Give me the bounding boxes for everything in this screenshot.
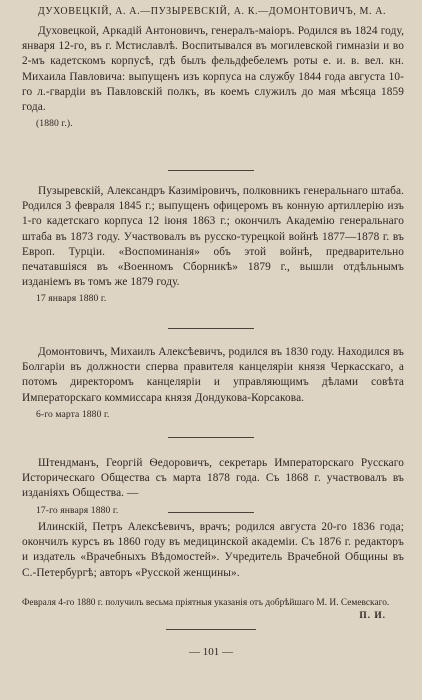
separator-rule	[168, 328, 254, 329]
separator-rule	[168, 512, 254, 513]
entry-text: Илинскій, Петръ Алексѣевичъ, врачъ; родился августа 20-го 1836 года; окончилъ курсъ въ 1860 году въ медицинской академіи. Съ 1876 г. редакторъ и издатель «Врачебныхъ Вѣдомостей». Учредитель Врачебной Общины въ С.-Петербургѣ; авторъ «Русской женщины».	[22, 521, 404, 579]
entry-date: 17-го января 1880 г.	[36, 504, 119, 516]
entry-puzyrevsky	[22, 184, 404, 305]
entry-text: Пузыревскій, Александръ Казиміровичъ, полковникъ генеральнаго штаба. Родился 3 февраля 1845 г.; выпущенъ офицеромъ въ конную артиллерію изъ 1-го кадетскаго корпуса 12 іюня 1863 г.; окончилъ Академію генеральнаго штаба въ 1873 году. Участвовалъ въ русско-турецкой войнѣ 1877—1878 г. въ Европ. Турціи. «Воспоминанія» объ этой войнѣ, предварительно печатавшіяся въ «Военномъ Сборникѣ» 1879 г., вышли отдѣльнымъ изданіемъ въ томъ же 1879 году.	[22, 185, 404, 289]
entry-date: 17 января 1880 г.	[36, 293, 107, 305]
separator-rule	[168, 437, 254, 438]
bottom-rule	[166, 629, 256, 630]
entry-date: (1880 г.).	[36, 118, 73, 130]
entry-date: 6-го марта 1880 г.	[36, 408, 110, 420]
running-header: ДУХОВЕЦКІЙ, А. А.—ПУЗЫРЕВСКІЙ, А. К.—ДОМОНТОВИЧЪ, М. А.	[37, 6, 387, 17]
entry-ilinsky	[22, 520, 404, 581]
entry-text: Духовецкой, Аркадій Антоновичъ, генералъ-маіоръ. Родился въ 1824 году, января 12-го, въ г. Мстиславлѣ. Воспитывался въ могилевской гимназіи и во 2-мъ кадетскомъ корпусѣ, гдѣ былъ фельдфебелемъ роты е. и. в. вел. кн. Михаила Павловича: выпущенъ изъ корпуса на службу 1844 года августа 10-го л.-гвардіи въ Павловскій полкъ, въ коемъ служилъ до мая мѣсяца 1859 года.	[22, 25, 404, 114]
signature: П. И.	[359, 611, 386, 621]
entry-dukhovetskoy	[22, 24, 404, 130]
separator-rule	[168, 170, 254, 171]
entry-text: Домонтовичъ, Михаилъ Алексѣевичъ, родился въ 1830 году. Находился въ Болгаріи въ должности сперва правителя канцеляріи князя Черкасскаго, а потомъ директоромъ канцеляріи и управляющимъ дѣлами совѣта Императорскаго коммиссара князя Дондукова-Корсакова.	[22, 346, 404, 404]
footnote	[22, 597, 404, 623]
footnote-text: Февраля 4-го 1880 г. получилъ весьма пріятныя указанія отъ добрѣйшаго М. И. Семевскаго.	[22, 598, 390, 608]
entry-shtendman	[22, 456, 404, 517]
entry-text: Штендманъ, Георгій Ѳедоровичъ, секретарь Императорскаго Русскаго Историческаго Общества съ марта 1878 года. Съ 1868 г. участвовалъ въ изданіяхъ Общества. —	[22, 457, 404, 500]
page-number: — 101 —	[189, 646, 233, 658]
entry-domontovich	[22, 345, 404, 421]
